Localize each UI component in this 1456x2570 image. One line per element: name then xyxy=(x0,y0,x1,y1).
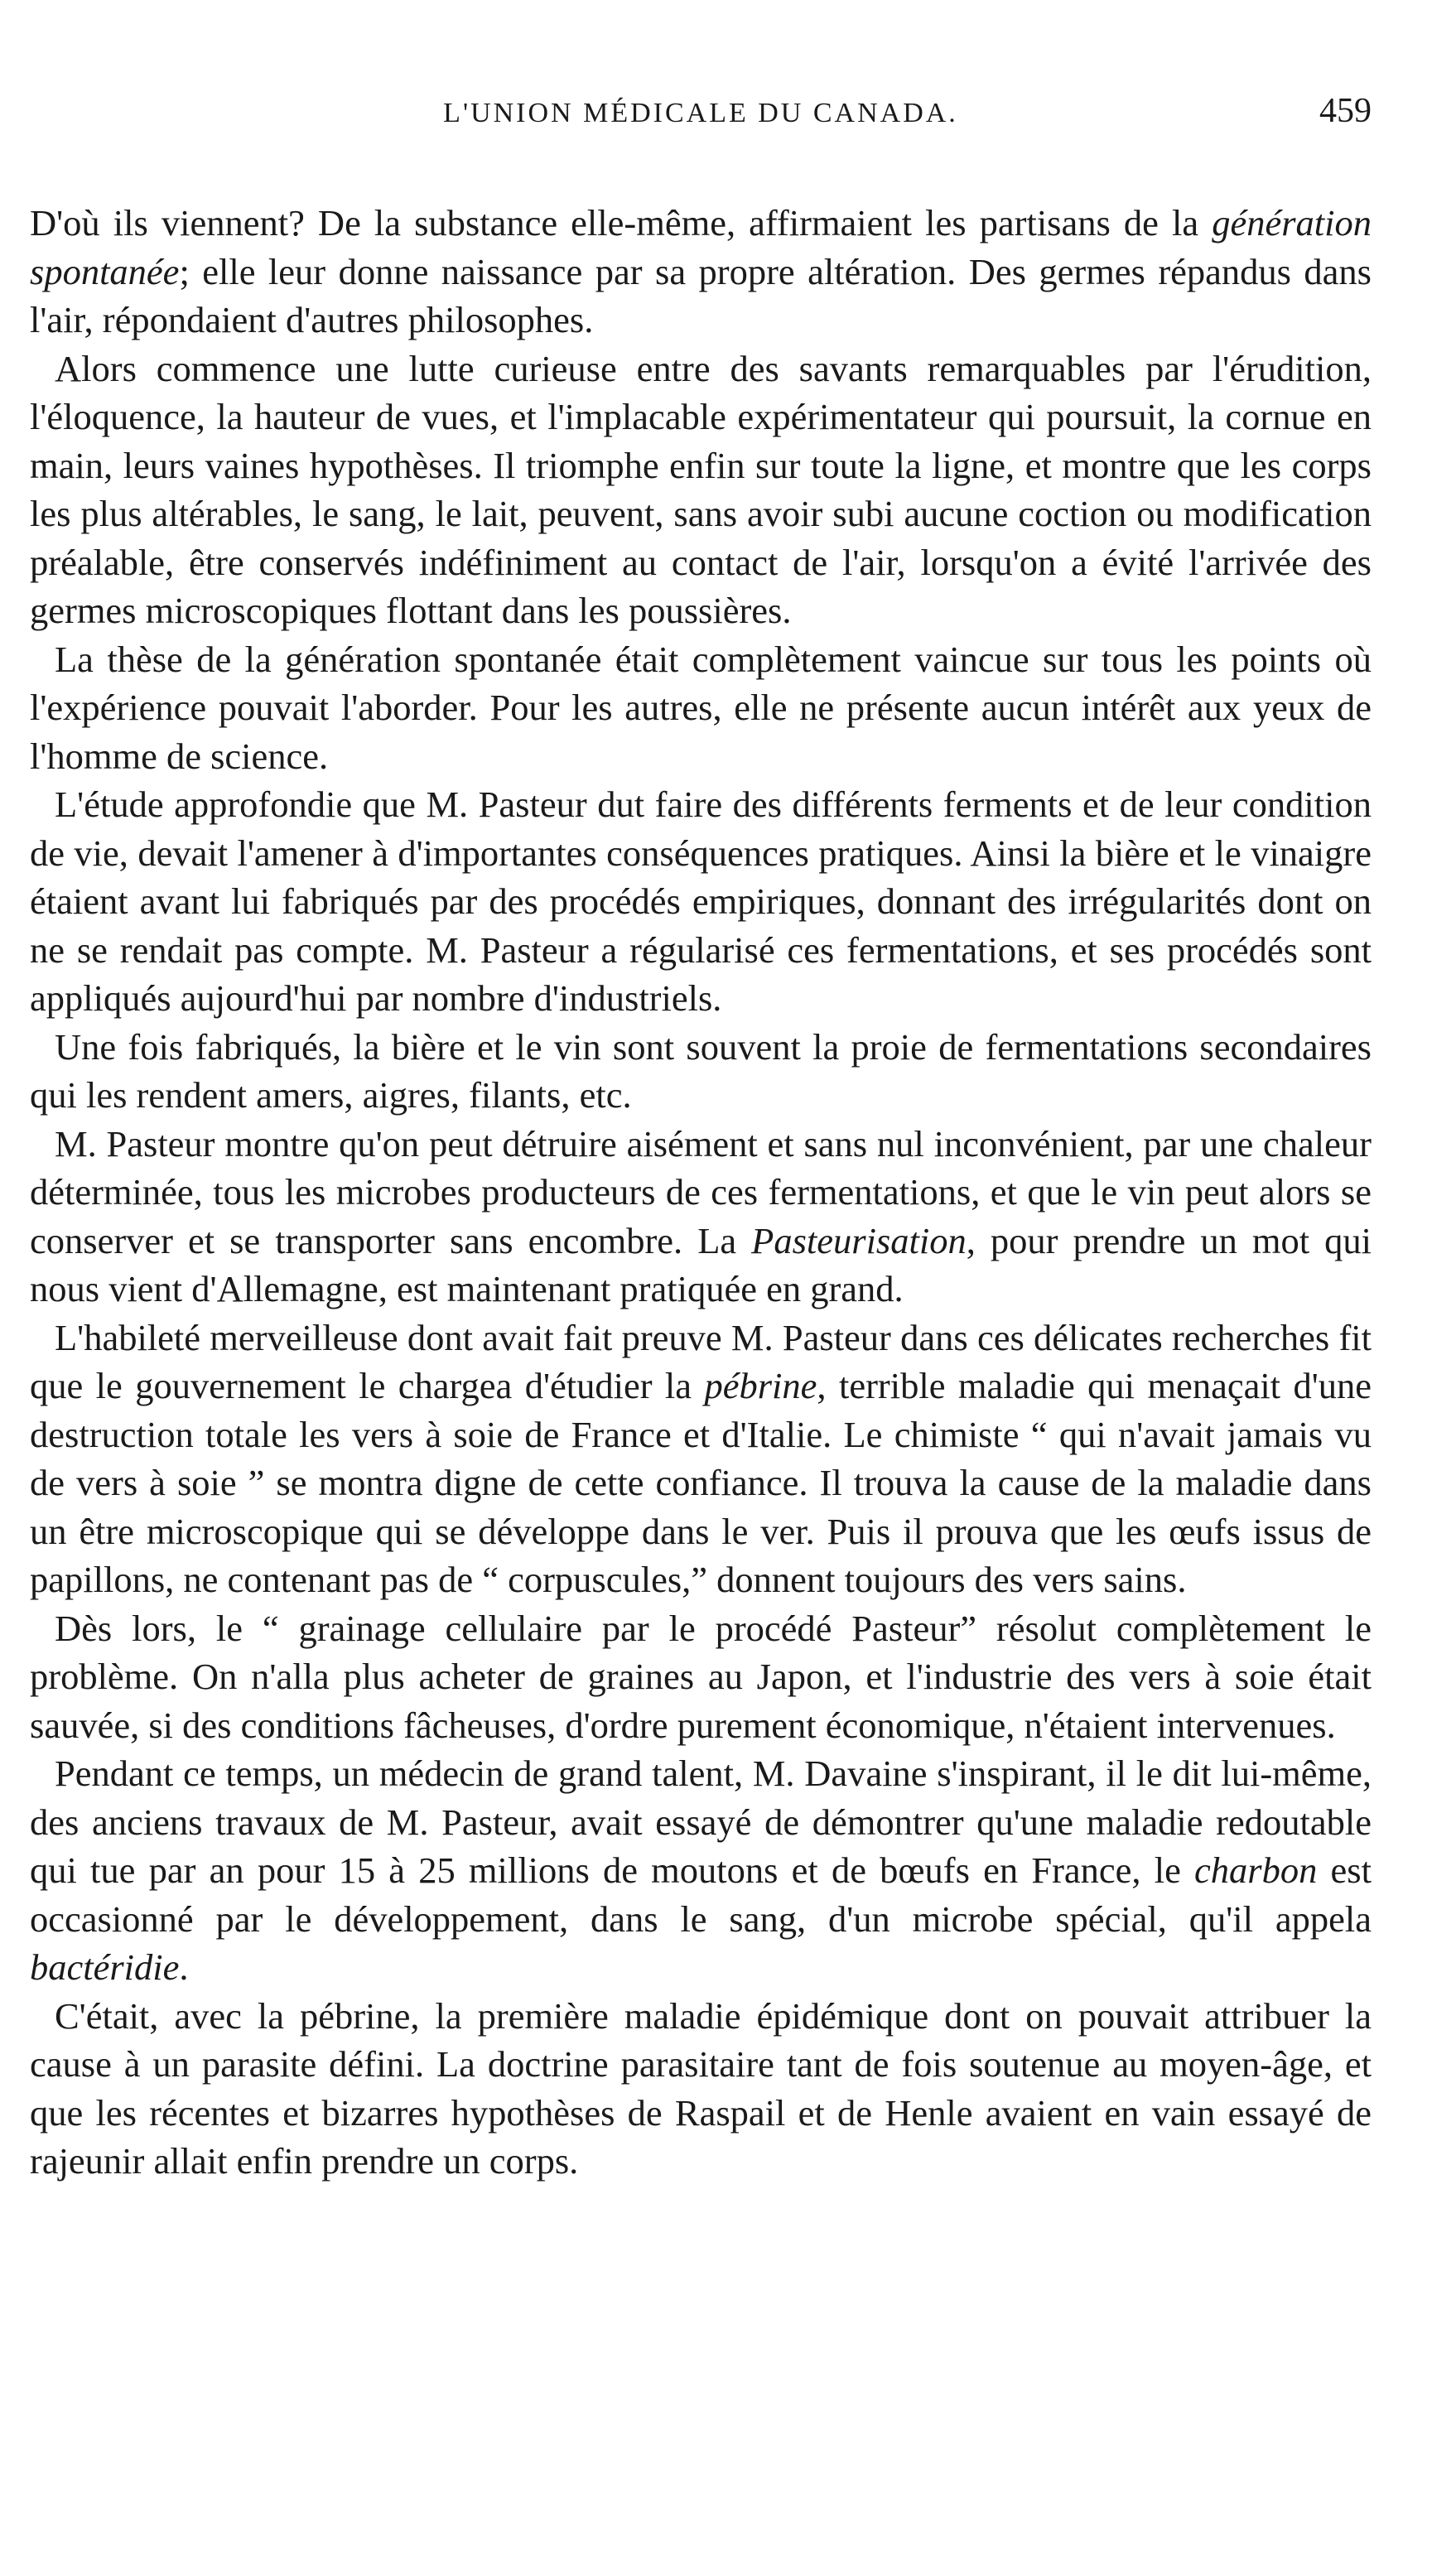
text-span: La thèse de la génération spontanée était complètement vaincue sur tous les points où l'expérience pouvait l'aborder. Pour les autres, elle ne présente aucun intérêt aux yeux de l'homme de science. xyxy=(30,638,1372,777)
text-span: Une fois fabriqués, la bière et le vin sont souvent la proie de fermentations secondaires qui les rendent amers, aigres, filants, etc. xyxy=(30,1025,1372,1116)
text-span: , pour prendre un mot qui nous vient d'Allemagne, est maintenant pratiquée en grand. xyxy=(30,1219,1372,1309)
italic-term: génération spontanée xyxy=(30,202,1372,292)
text-span: est occasionné par le développement, dans le sang, d'un microbe spécial, qu'il appela xyxy=(30,1849,1372,1940)
journal-page xyxy=(30,83,1372,2186)
body-text xyxy=(30,199,1372,2186)
page-number: 459 xyxy=(1319,92,1372,130)
paragraph-pebrine xyxy=(30,1314,1372,1604)
text-span: Pendant ce temps, un médecin de grand talent, M. Davaine s'inspirant, il le dit lui-même, des anciens travaux de M. Pasteur, avait essayé de démontrer qu'une maladie redoutable qui tue par an pour 15 à 25 millions de moutons et de bœufs en France, le xyxy=(30,1753,1372,1891)
text-span: C'était, avec la pébrine, la première maladie épidémique dont on pouvait attribuer la cause à un parasite défini. La doctrine parasitaire tant de fois soutenue au moyen-âge, et que les récentes et bizarres hypothèses de Raspail et de Henle avaient en vain essayé de rajeunir allait enfin prendre un corps. xyxy=(30,1994,1372,2182)
paragraph-parasitic-doctrine xyxy=(30,1992,1372,2186)
paragraph-scientific-struggle xyxy=(30,345,1372,635)
paragraph-secondary-fermentations xyxy=(30,1023,1372,1120)
text-span: L'étude approfondie que M. Pasteur dut faire des différents ferments et de leur condition de vie, devait l'amener à d'importantes conséquences pratiques. Ainsi la bière et le vinaigre étaient avant lui fabriqués par des procédés empiriques, donnant des irrégularités dont on ne se rendait pas compte. M. Pasteur a régularisé ces fermentations, et ses procédés sont appliqués aujourd'hui par nombre d'industriels. xyxy=(30,784,1372,1019)
paragraph-davaine-charbon xyxy=(30,1749,1372,1992)
paragraph-origins-debate xyxy=(30,199,1372,345)
italic-term: pébrine xyxy=(704,1365,817,1406)
running-title: L'UNION MÉDICALE DU CANADA. xyxy=(443,98,958,128)
running-header xyxy=(30,83,1372,149)
italic-term: charbon xyxy=(1194,1849,1318,1891)
italic-term: Pasteurisation xyxy=(751,1219,967,1261)
italic-term: bactéridie xyxy=(30,1946,180,1988)
paragraph-ferments-study xyxy=(30,780,1372,1023)
paragraph-pasteurisation xyxy=(30,1120,1372,1314)
paragraph-thesis-defeated xyxy=(30,635,1372,781)
text-span: , terrible maladie qui menaçait d'une destruction totale les vers à soie de France et d'Italie. Le chimiste “ qui n'avait jamais vu de vers à soie ” se montra digne de cette confiance. Il trouva la cause de la maladie dans un être microscopique qui se développe dans le ver. Puis il prouva que les œufs issus de papillons, ne contenant pas de “ corpuscules,” donnent toujours des vers sains. xyxy=(30,1365,1372,1600)
paragraph-cellular-grainage xyxy=(30,1604,1372,1750)
text-span: Dès lors, le “ grainage cellulaire par le procédé Pasteur” résolut complètement le problème. On n'alla plus acheter de graines au Japon, et l'industrie des vers à soie était sauvée, si des conditions fâcheuses, d'ordre purement économique, n'étaient intervenues. xyxy=(30,1607,1372,1746)
text-span: L'habileté merveilleuse dont avait fait preuve M. Pasteur dans ces délicates recherches fit que le gouvernement le chargea d'étudier la xyxy=(30,1316,1372,1406)
text-span: ; elle leur donne naissance par sa propre altération. Des germes répandus dans l'air, répondaient d'autres philosophes. xyxy=(30,250,1372,340)
text-span: . xyxy=(179,1946,189,1988)
text-span: M. Pasteur montre qu'on peut détruire aisément et sans nul inconvénient, par une chaleur déterminée, tous les microbes producteurs de ces fermentations, et que le vin peut alors se conserver et se transporter sans encombre. La xyxy=(30,1122,1372,1261)
text-span: D'où ils viennent? De la substance elle-même, affirmaient les partisans de la xyxy=(30,202,1213,243)
text-span: Alors commence une lutte curieuse entre des savants remarquables par l'érudition, l'éloquence, la hauteur de vues, et l'implacable expérimentateur qui poursuit, la cornue en main, leurs vaines hypothèses. Il triomphe enfin sur toute la ligne, et montre que les corps les plus altérables, le sang, le lait, peuvent, sans avoir subi aucune coction ou modification préalable, être conservés indéfiniment au contact de l'air, lorsqu'on a évité l'arrivée des germes microscopiques flottant dans les poussières. xyxy=(30,347,1372,631)
